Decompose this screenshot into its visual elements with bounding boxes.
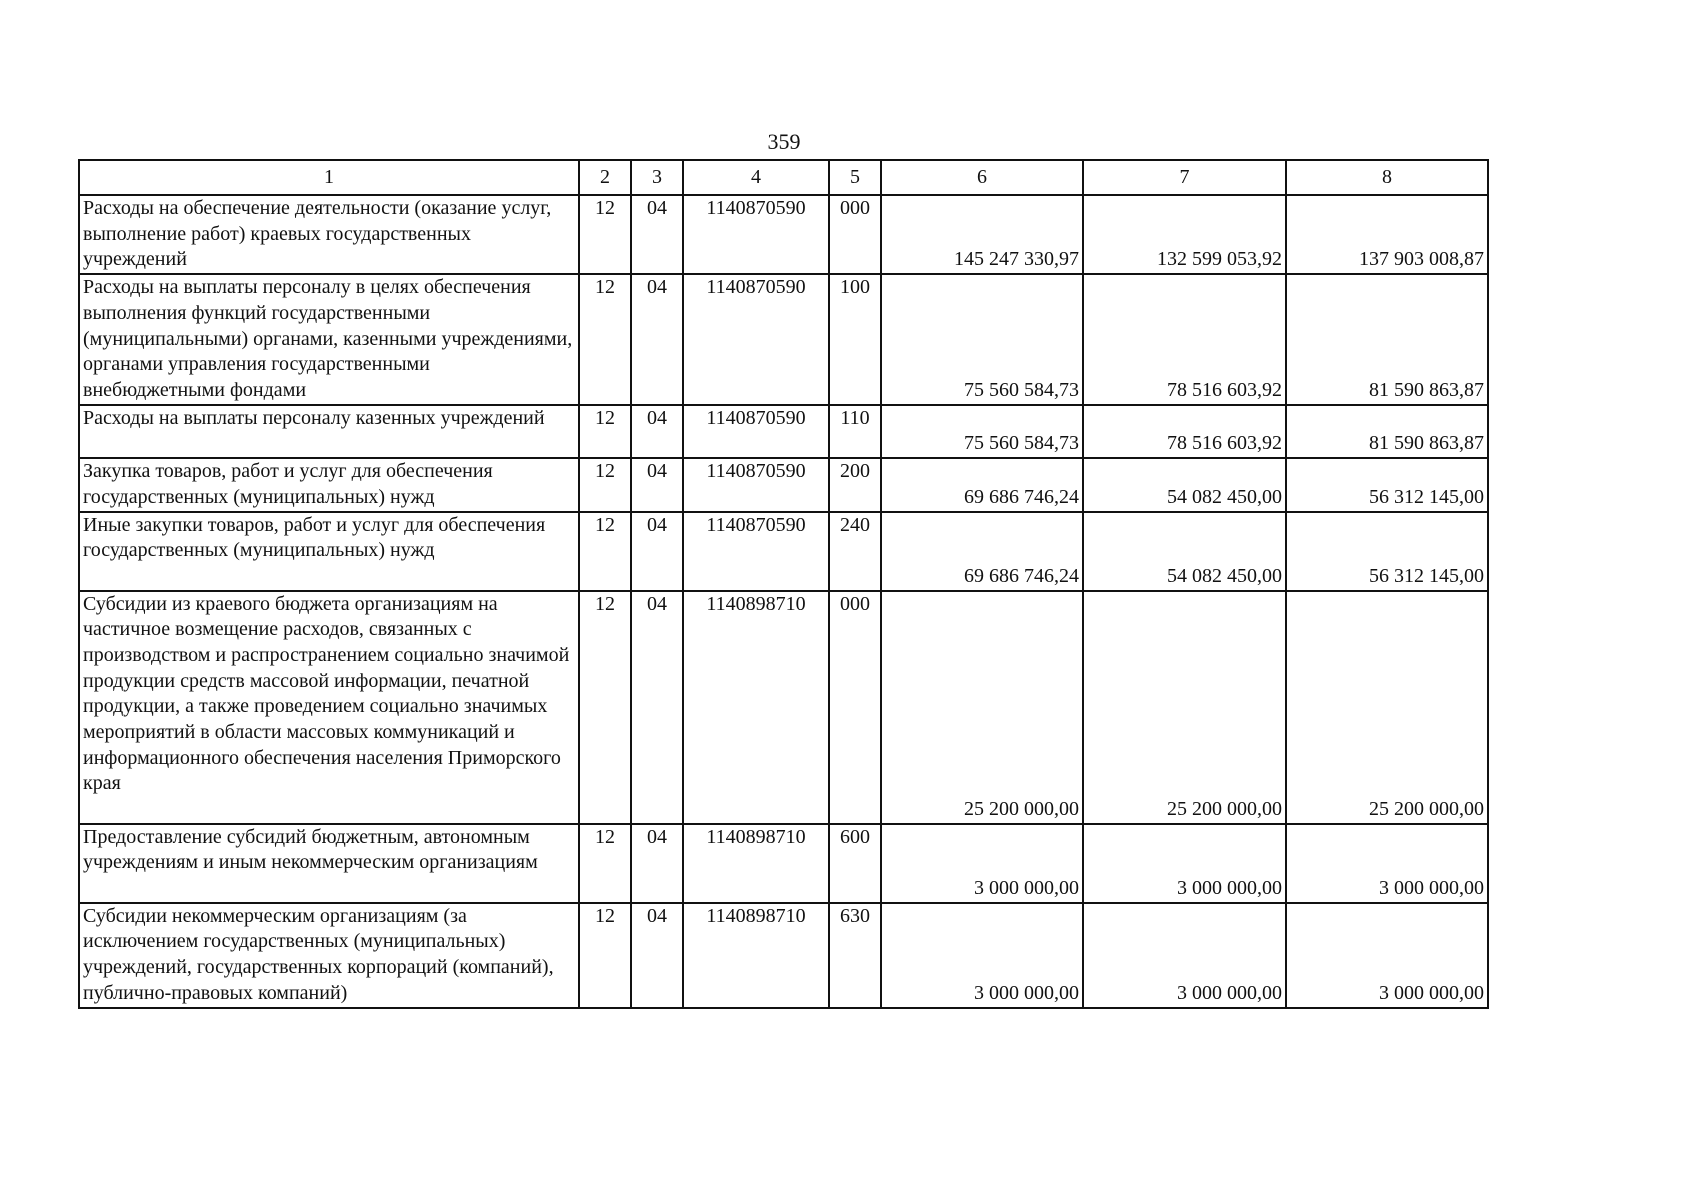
amount-col-8: 3 000 000,00: [1286, 824, 1488, 903]
amount-col-7: 54 082 450,00: [1083, 512, 1286, 591]
subsection-code: 04: [631, 512, 683, 591]
table-row: [79, 512, 1488, 591]
amount-col-8: 56 312 145,00: [1286, 458, 1488, 511]
table-row: [79, 195, 1488, 274]
subsection-code: 04: [631, 195, 683, 274]
amount-col-6: 69 686 746,24: [881, 512, 1083, 591]
expense-name: Расходы на выплаты персоналу в целях обеспечения выполнения функций государственными (муниципальными) органами, казенными учреждениями, органами управления государственными внебюджетными фондами: [79, 274, 579, 405]
header-cell: 7: [1083, 160, 1286, 195]
table-row: [79, 405, 1488, 458]
amount-col-7: 78 516 603,92: [1083, 274, 1286, 405]
expense-name: Иные закупки товаров, работ и услуг для обеспечения государственных (муниципальных) нужд: [79, 512, 579, 591]
subsection-code: 04: [631, 903, 683, 1008]
expense-type-code: 200: [829, 458, 881, 511]
amount-col-6: 145 247 330,97: [881, 195, 1083, 274]
subsection-code: 04: [631, 824, 683, 903]
subsection-code: 04: [631, 458, 683, 511]
section-code: 12: [579, 458, 631, 511]
section-code: 12: [579, 903, 631, 1008]
header-cell: 3: [631, 160, 683, 195]
section-code: 12: [579, 195, 631, 274]
amount-col-7: 3 000 000,00: [1083, 903, 1286, 1008]
header-cell: 8: [1286, 160, 1488, 195]
amount-col-8: 137 903 008,87: [1286, 195, 1488, 274]
target-article-code: 1140870590: [683, 195, 829, 274]
expense-name: Расходы на выплаты персоналу казенных учреждений: [79, 405, 579, 458]
expense-name: Расходы на обеспечение деятельности (оказание услуг, выполнение работ) краевых государственных учреждений: [79, 195, 579, 274]
expense-type-code: 630: [829, 903, 881, 1008]
target-article-code: 1140870590: [683, 458, 829, 511]
expense-type-code: 600: [829, 824, 881, 903]
table-row: [79, 458, 1488, 511]
expense-type-code: 100: [829, 274, 881, 405]
amount-col-7: 25 200 000,00: [1083, 591, 1286, 824]
amount-col-8: 81 590 863,87: [1286, 274, 1488, 405]
target-article-code: 1140898710: [683, 591, 829, 824]
section-code: 12: [579, 274, 631, 405]
subsection-code: 04: [631, 405, 683, 458]
amount-col-6: 25 200 000,00: [881, 591, 1083, 824]
table-row: [79, 591, 1488, 824]
page-number: 359: [767, 129, 801, 154]
amount-col-6: 75 560 584,73: [881, 405, 1083, 458]
header-cell: 5: [829, 160, 881, 195]
amount-col-6: 69 686 746,24: [881, 458, 1083, 511]
amount-col-8: 56 312 145,00: [1286, 512, 1488, 591]
section-code: 12: [579, 512, 631, 591]
section-code: 12: [579, 405, 631, 458]
expense-type-code: 000: [829, 195, 881, 274]
subsection-code: 04: [631, 274, 683, 405]
amount-col-7: 54 082 450,00: [1083, 458, 1286, 511]
budget-table: [78, 159, 1489, 1009]
amount-col-8: 81 590 863,87: [1286, 405, 1488, 458]
header-cell: 1: [79, 160, 579, 195]
expense-name: Субсидии из краевого бюджета организациям на частичное возмещение расходов, связанных с производством и распространением социально значимой продукции средств массовой информации, печатной продукции, а также проведением социально значимых мероприятий в области массовых коммуникаций и информационного обеспечения населения Приморского края: [79, 591, 579, 824]
section-code: 12: [579, 824, 631, 903]
target-article-code: 1140870590: [683, 274, 829, 405]
header-cell: 2: [579, 160, 631, 195]
target-article-code: 1140870590: [683, 405, 829, 458]
amount-col-6: 75 560 584,73: [881, 274, 1083, 405]
amount-col-6: 3 000 000,00: [881, 824, 1083, 903]
section-code: 12: [579, 591, 631, 824]
target-article-code: 1140870590: [683, 512, 829, 591]
expense-name: Закупка товаров, работ и услуг для обеспечения государственных (муниципальных) нужд: [79, 458, 579, 511]
amount-col-7: 78 516 603,92: [1083, 405, 1286, 458]
amount-col-8: 3 000 000,00: [1286, 903, 1488, 1008]
amount-col-6: 3 000 000,00: [881, 903, 1083, 1008]
amount-col-7: 132 599 053,92: [1083, 195, 1286, 274]
header-row: [79, 160, 1488, 195]
table-row: [79, 824, 1488, 903]
expense-name: Предоставление субсидий бюджетным, автономным учреждениям и иным некоммерческим организациям: [79, 824, 579, 903]
expense-type-code: 110: [829, 405, 881, 458]
expense-type-code: 240: [829, 512, 881, 591]
expense-type-code: 000: [829, 591, 881, 824]
header-cell: 4: [683, 160, 829, 195]
table-row: [79, 274, 1488, 405]
target-article-code: 1140898710: [683, 903, 829, 1008]
header-cell: 6: [881, 160, 1083, 195]
amount-col-7: 3 000 000,00: [1083, 824, 1286, 903]
amount-col-8: 25 200 000,00: [1286, 591, 1488, 824]
subsection-code: 04: [631, 591, 683, 824]
expense-name: Субсидии некоммерческим организациям (за исключением государственных (муниципальных) учреждений, государственных корпораций (компаний), публично-правовых компаний): [79, 903, 579, 1008]
table-row: [79, 903, 1488, 1008]
target-article-code: 1140898710: [683, 824, 829, 903]
